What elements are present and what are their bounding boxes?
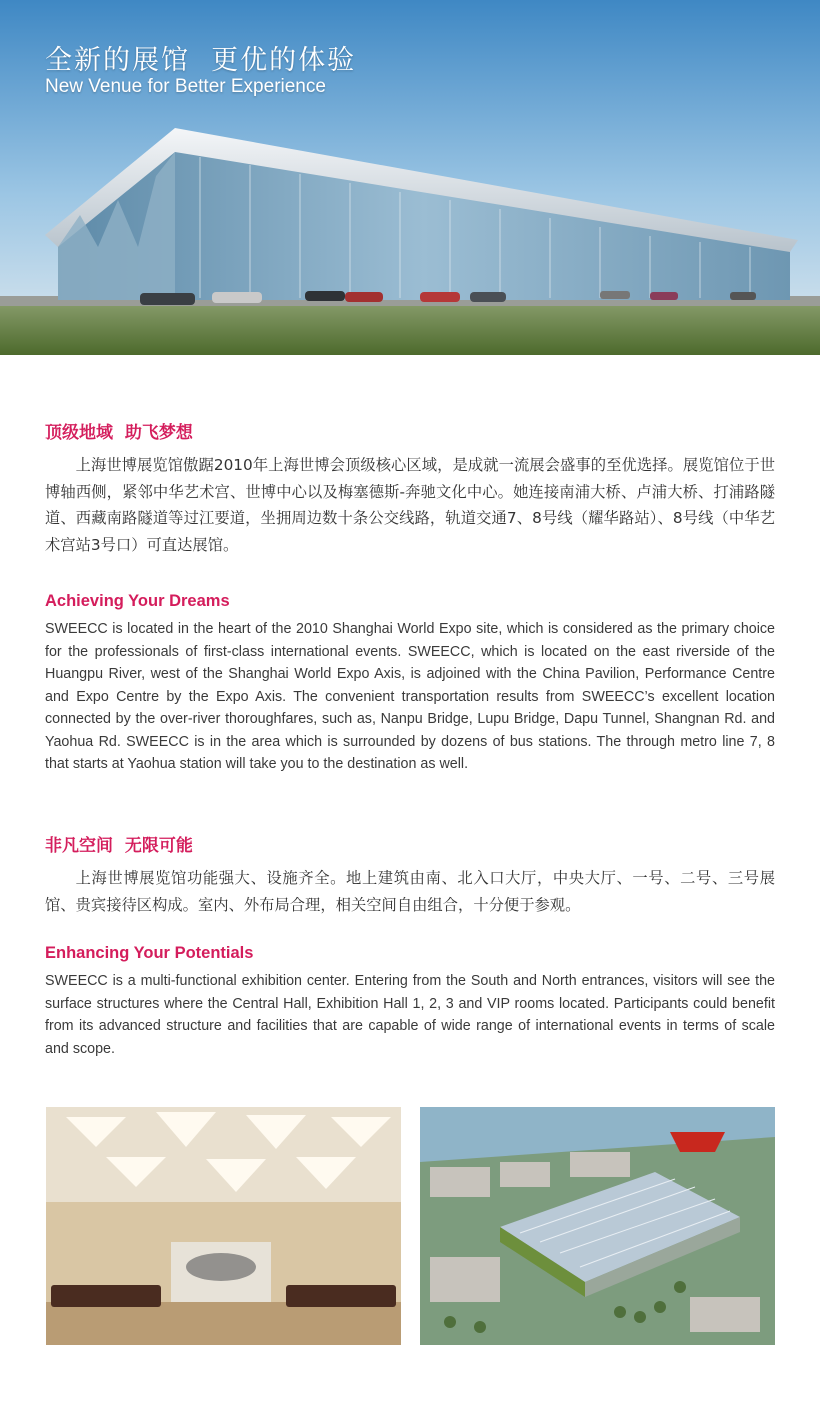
body-cn-dreams: 上海世博展览馆傲踞2010年上海世博会顶级核心区域，是成就一流展会盛事的至优选择。展览馆位于世博轴西侧，紧邻中华艺术宫、世博中心以及梅塞德斯-奔驰文化中心。她连接南浦大桥、卢浦大桥、打浦路隧道、西藏南路隧道等过江要道，坐拥周边数十条公交线路，轨道交通7、8号线（耀华路站）、8号线（中华艺术宫站3号口）可直达展馆。 — [45, 456, 775, 554]
heading-cn-dreams: 顶级地域 助飞梦想 — [45, 423, 193, 443]
section-potentials — [45, 831, 775, 1060]
body-en-potentials: SWEECC is a multi-functional exhibition center. Entering from the South and North entrances, visitors will see the surface structures where the Central Hall, Exhibition Hall 1, 2, 3 and VIP rooms located. Participants could benefit from its advanced structure and facilities that are capable of wide range of international events in terms of scale and scope. — [45, 973, 775, 1057]
aerial-view-photo — [420, 1107, 775, 1345]
body-en-dreams: SWEECC is located in the heart of the 2010 Shanghai World Expo site, which is considered as the primary choice for the professionals of first-class international events. SWEECC, which is located on the east riverside of the Huangpu River, west of the Shanghai World Expo Axis, is adjoined with the China Pavilion, Performance Centre and Expo Centre by the Expo Axis. The convenient transportation results from SWEECC’s excellent location connected by the over-river thoroughfares, such as, Nanpu Bridge, Lupu Bridge, Dapu Tunnel, Shangnan Rd. and Yaohua Rd. SWEECC is in the area which is surrounded by dozens of bus stations. The through metro line 7, 8 that starts at Yaohua station will take you to the destination as well. — [45, 621, 775, 772]
heading-cn-potentials: 非凡空间 无限可能 — [45, 836, 193, 856]
hero-title-en: New Venue for Better Experience — [45, 76, 326, 97]
heading-en-potentials: Enhancing Your Potentials — [45, 944, 254, 962]
hero-banner — [0, 0, 820, 355]
vip-room-photo — [46, 1107, 401, 1345]
section-dreams — [45, 418, 775, 776]
heading-en-dreams: Achieving Your Dreams — [45, 592, 230, 610]
body-cn-potentials: 上海世博展览馆功能强大、设施齐全。地上建筑由南、北入口大厅，中央大厅、一号、二号、三号展馆、贵宾接待区构成。室内、外布局合理，相关空间自由组合，十分便于参观。 — [45, 869, 775, 914]
hero-title-cn: 全新的展馆 更优的体验 — [45, 45, 357, 76]
